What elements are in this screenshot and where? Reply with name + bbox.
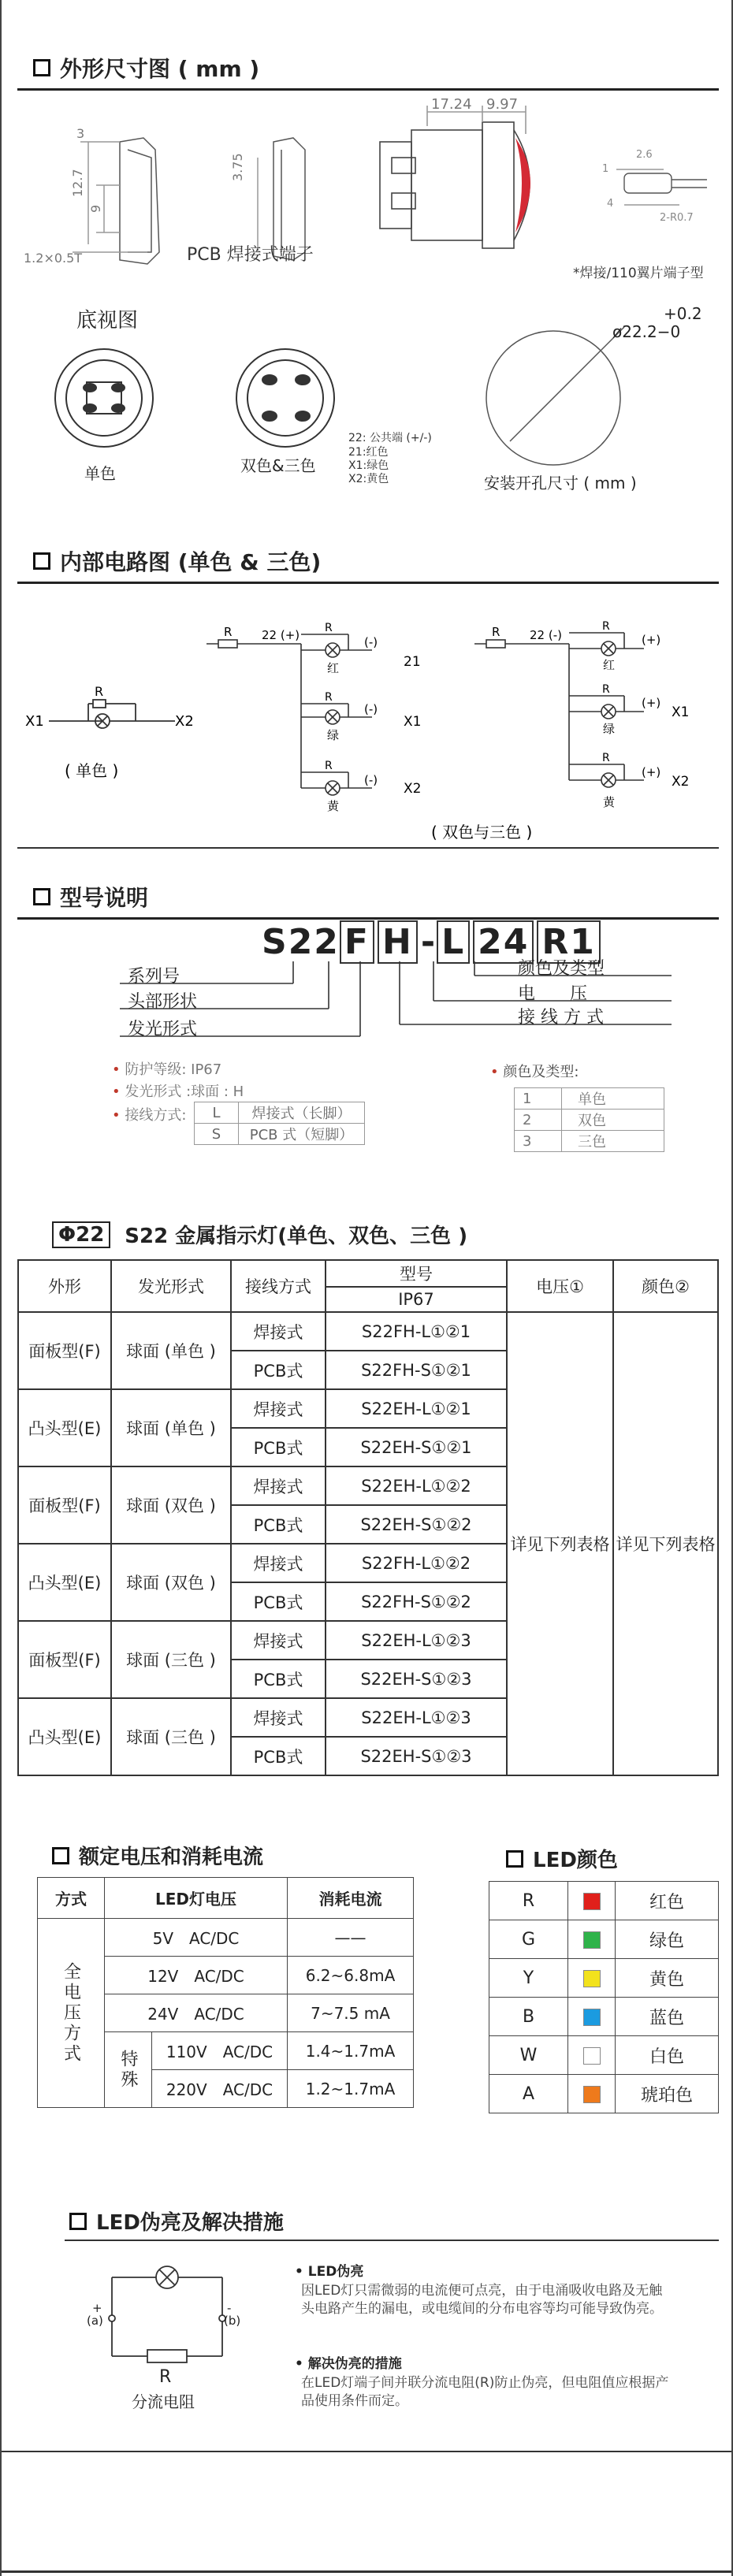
ghost-para-2b: 品使用条件而定。 — [301, 2393, 408, 2409]
ghost-plus: + — [92, 2301, 102, 2315]
dim-9-97: 9.97 — [486, 96, 519, 113]
section-title-led-color: LED颜色 — [506, 1844, 618, 1873]
table-row: 凸头型(E) 球面 (单色 ) 焊接式 S22EH-L①②1 — [18, 1389, 718, 1428]
dim-2-r0-7: 2-R0.7 — [660, 212, 694, 224]
tri-a-m3: (-) — [364, 773, 378, 787]
tri-b-x1: X1 — [672, 704, 690, 720]
special-cell: 特殊 — [105, 2032, 152, 2108]
pcb-side-view-drawing — [258, 138, 305, 260]
ghost-r: R — [159, 2367, 172, 2387]
white-swatch — [583, 2047, 601, 2065]
table-header-row: IP67 — [18, 1287, 718, 1312]
ghost-title-2: • 解决伪亮的措施 — [295, 2356, 402, 2372]
product-title-text: S22 金属指示灯(单色、双色、三色 ) — [125, 1225, 468, 1248]
table-row: R 红色 — [489, 1882, 719, 1920]
circuit-diagrams — [2, 587, 731, 847]
led-color-table — [489, 1881, 719, 2113]
section-title-ghost: LED伪亮及解决措施 — [69, 2206, 284, 2236]
mode-cell: 全电压方式 — [38, 1919, 105, 2108]
dim-1-2x0-5t: 1.2×0.5T — [24, 251, 83, 266]
color-type-title: • 颜色及类型: — [490, 1064, 579, 1080]
bottom-view-tri-drawing — [236, 349, 334, 447]
divider — [17, 917, 719, 920]
divider — [17, 582, 719, 584]
model-voltage-label: 电 压 — [518, 984, 588, 1004]
footer-divider — [2, 2451, 731, 2452]
table-row: W 白色 — [489, 2036, 719, 2075]
dim-4: 4 — [607, 198, 614, 210]
terminal-legend-1: 22: 公共端 (+/-) — [348, 432, 432, 444]
circuit-single — [49, 700, 175, 728]
tri-a-green: 绿 — [327, 728, 340, 742]
product-table — [17, 1259, 719, 1776]
model-head-label: 头部形状 — [128, 992, 198, 1012]
amber-swatch — [583, 2086, 601, 2103]
shunt-label: 分流电阻 — [132, 2392, 195, 2411]
tri-b-green: 绿 — [603, 722, 616, 736]
bottom-view-single-label: 单色 — [84, 464, 116, 483]
ghost-a: (a) — [87, 2314, 103, 2328]
tri-b-r3: R — [602, 752, 610, 764]
checkbox-square-icon — [69, 2213, 87, 2230]
table-row: PCB式 S22EH-S①②3 — [18, 1660, 718, 1698]
table-row: B 蓝色 — [489, 1998, 719, 2036]
table-row: 凸头型(E) 球面 (三色 ) 焊接式 S22EH-L①②3 — [18, 1698, 718, 1737]
note-protection: • 防护等级: IP67 — [112, 1061, 222, 1078]
section-title-voltage: 额定电压和消耗电流 — [52, 1841, 263, 1870]
dim-17-24: 17.24 — [431, 96, 472, 113]
color-type-table — [514, 1087, 664, 1152]
table-row: PCB式 S22EH-S①②3 — [18, 1737, 718, 1775]
table-row: PCB式 S22FH-S①②2 — [18, 1582, 718, 1621]
model-part-light: H — [378, 920, 418, 964]
tri-b-p3: (+) — [642, 765, 661, 779]
model-part-head: F — [340, 920, 374, 964]
bottom-view-single-drawing — [55, 349, 153, 447]
mounting-hole-label: 安装开孔尺寸 ( mm ) — [484, 474, 637, 493]
tri-b-r2: R — [602, 683, 610, 696]
tri-a-r2: R — [325, 691, 333, 704]
table-header-row: 方式 LED灯电压 消耗电流 — [38, 1878, 414, 1919]
tri-a-x1: X1 — [404, 714, 422, 730]
tri-a-yellow: 黄 — [327, 799, 340, 813]
tri-a-x2: X2 — [404, 781, 422, 797]
ghost-minus: - — [227, 2301, 232, 2315]
table-row: 220V AC/DC 1.2~1.7mA — [38, 2070, 414, 2108]
table-row: PCB式 S22EH-S①②1 — [18, 1428, 718, 1466]
table-row: Y 黄色 — [489, 1959, 719, 1998]
model-leader-lines — [2, 961, 731, 1056]
dim-9: 9 — [88, 204, 103, 213]
ghost-b: (b) — [224, 2314, 241, 2328]
tri-a-22p: 22 (+) — [262, 628, 300, 642]
tri-b-x2: X2 — [672, 774, 690, 790]
table-row: PCB式 S22FH-S①②1 — [18, 1351, 718, 1389]
tri-b-p2: (+) — [642, 696, 661, 710]
divider — [65, 2240, 719, 2241]
dim-3: 3 — [76, 126, 85, 141]
table-row: L 焊接式（长脚） — [195, 1102, 365, 1124]
checkbox-square-icon — [33, 552, 50, 570]
model-series-label: 系列号 — [128, 967, 180, 987]
bottom-view-tri-label: 双色&三色 — [240, 456, 316, 475]
table-row: PCB式 S22EH-S①②2 — [18, 1505, 718, 1544]
shunt-resistor-diagram — [65, 2254, 270, 2411]
single-r: R — [95, 684, 104, 699]
product-tag: Φ22 — [52, 1221, 110, 1248]
green-swatch — [583, 1931, 601, 1949]
section-title-circuit: 内部电路图 (单色 & 三色) — [33, 545, 321, 577]
section-title-model: 型号说明 — [33, 881, 148, 913]
terminal-legend-4: X2:黄色 — [348, 473, 389, 485]
tri-a-m2: (-) — [364, 702, 378, 716]
bottom-view-title: 底视图 — [76, 309, 139, 333]
dim-2-6: 2.6 — [636, 149, 653, 161]
table-row: 特殊 110V AC/DC 1.4~1.7mA — [38, 2032, 414, 2070]
circuit-tri-b — [474, 633, 644, 787]
table-row: 2 双色 — [515, 1110, 664, 1131]
table-row: S PCB 式（短脚） — [195, 1124, 365, 1145]
checkbox-square-icon — [33, 888, 50, 905]
dim-3-75: 3.75 — [230, 153, 245, 181]
tri-b-red: 红 — [603, 658, 616, 672]
tri-a-red: 红 — [327, 661, 340, 675]
tri-b-p1: (+) — [642, 633, 661, 647]
dimension-drawings — [2, 95, 731, 520]
ghost-para-1a: 因LED灯只需微弱的电流便可点亮，由于电涌吸收电路及无触 — [301, 2283, 663, 2299]
model-part-wiring: L — [437, 920, 470, 964]
table-row: A 琥珀色 — [489, 2075, 719, 2113]
tri-label: ( 双色与三色 ) — [431, 823, 533, 842]
blue-swatch — [583, 2009, 601, 2026]
color-see-table: 详见下列表格 — [613, 1312, 718, 1775]
model-part-voltage: 24 — [473, 920, 534, 964]
table-row: 3 三色 — [515, 1131, 664, 1152]
table-row: 1 单色 — [515, 1088, 664, 1110]
model-wiring-label: 接 线 方 式 — [518, 1008, 604, 1028]
voltage-table — [37, 1877, 414, 2108]
table-row: 12V AC/DC 6.2~6.8mA — [38, 1957, 414, 1994]
yellow-swatch — [583, 1970, 601, 1987]
tri-a-r3: R — [325, 760, 333, 772]
model-light-label: 发光形式 — [128, 1020, 198, 1039]
table-row: 24V AC/DC 7~7.5 mA — [38, 1994, 414, 2032]
product-title — [52, 1220, 467, 1249]
ghost-para-1b: 头电路产生的漏电，或电缆间的分布电容等均可能导致伪亮。 — [301, 2301, 663, 2317]
checkbox-square-icon — [506, 1850, 523, 1868]
section-title-dimensions: 外形尺寸图 ( mm ) — [33, 52, 259, 84]
divider — [17, 88, 719, 91]
table-header-row: 外形 发光形式 接线方式 型号 电压① 颜色② — [18, 1260, 718, 1287]
single-label: ( 单色 ) — [65, 761, 119, 780]
dim-1: 1 — [602, 163, 609, 175]
divider — [17, 847, 719, 849]
model-part-color: R1 — [537, 920, 601, 964]
terminal-legend-3: X1:绿色 — [348, 459, 389, 472]
model-color-type-label: 颜色及类型 — [518, 959, 605, 979]
table-row: 凸头型(E) 球面 (双色 ) 焊接式 S22FH-L①②2 — [18, 1544, 718, 1582]
tri-a-r1: R — [325, 622, 333, 634]
voltage-see-table: 详见下列表格 — [507, 1312, 613, 1775]
tri-a-m1: (-) — [364, 635, 378, 649]
table-row: 面板型(F) 球面 (双色 ) 焊接式 S22EH-L①②2 — [18, 1466, 718, 1505]
checkbox-square-icon — [52, 1847, 69, 1864]
note-wiring: • 接线方式: — [112, 1107, 187, 1124]
red-swatch — [583, 1893, 601, 1910]
dim-12-7: 12.7 — [70, 169, 85, 197]
tri-b-r: R — [492, 625, 500, 639]
tri-b-yellow: 黄 — [603, 795, 616, 809]
footer-divider — [2, 2570, 731, 2573]
ghost-title-1: • LED伪亮 — [295, 2264, 364, 2280]
lamp-front-view-drawing — [380, 106, 530, 248]
model-part-series: S22 — [262, 922, 340, 962]
tolerance-plus: +0.2 — [664, 304, 702, 323]
side-view-drawing — [73, 138, 159, 264]
terminal-legend-2: 21:红色 — [348, 446, 389, 459]
terminal-detail-drawing — [616, 169, 707, 205]
note-solder-terminal: *焊接/110翼片端子型 — [573, 266, 704, 281]
tri-a-21: 21 — [404, 654, 421, 670]
ghost-para-2a: 在LED灯端子间并联分流电阻(R)防止伪亮，但电阻值应根据产 — [301, 2375, 669, 2391]
wiring-options-table — [194, 1102, 365, 1145]
note-light-form: • 发光形式 :球面 : H — [112, 1084, 244, 1100]
checkbox-square-icon — [33, 59, 50, 76]
hole-diameter: ø22.2−0 — [612, 322, 681, 341]
table-row: 面板型(F) 球面 (单色 ) 焊接式 S22FH-L①②1 详见下列表格 详见下列表格 — [18, 1312, 718, 1351]
circuit-tri-a — [207, 634, 372, 795]
mounting-hole-drawing — [486, 327, 624, 465]
tri-a-r: R — [224, 625, 233, 639]
pcb-terminal-label: PCB 焊接式端子 — [187, 245, 314, 265]
tri-b-22m: 22 (-) — [530, 628, 562, 642]
single-x2: X2 — [175, 713, 194, 730]
table-row: G 绿色 — [489, 1920, 719, 1959]
model-dash: - — [420, 922, 437, 962]
table-row: 全电压方式 5V AC/DC —— — [38, 1919, 414, 1957]
table-row: 面板型(F) 球面 (三色 ) 焊接式 S22EH-L①②3 — [18, 1621, 718, 1660]
tri-b-r1: R — [602, 620, 610, 633]
single-x1: X1 — [25, 713, 44, 730]
